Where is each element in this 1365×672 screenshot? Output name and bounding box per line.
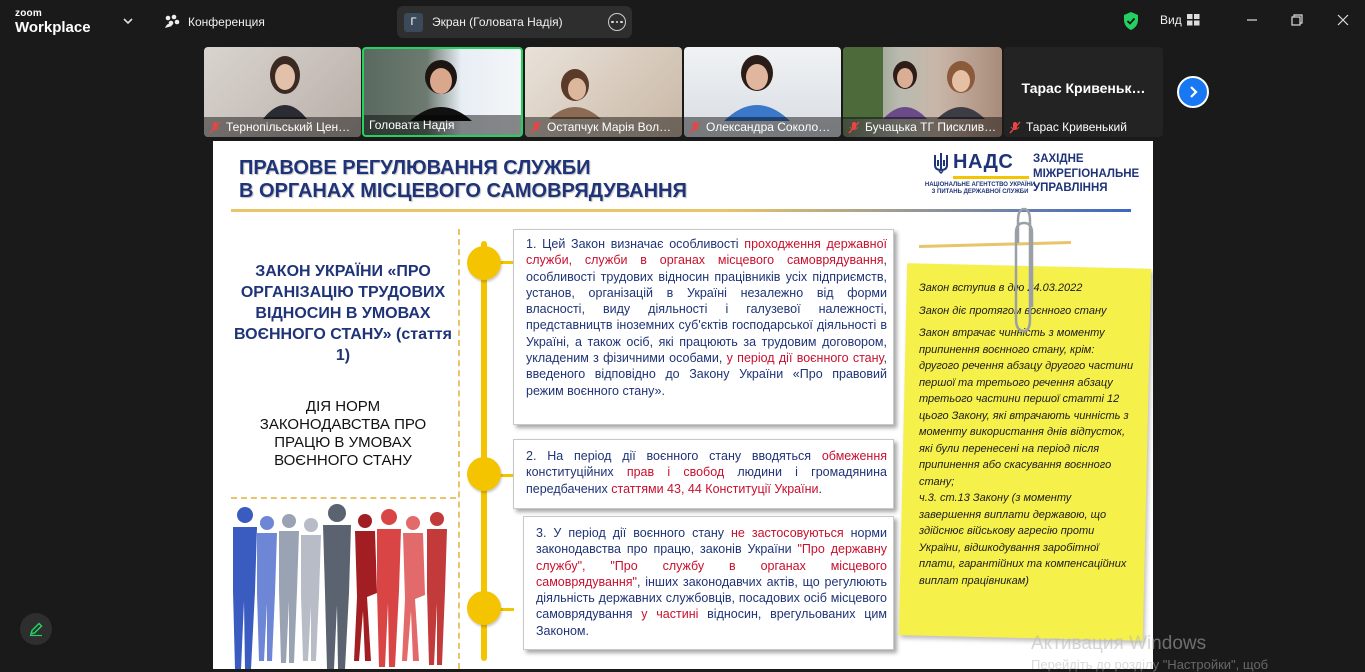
participant-tile-active-speaker[interactable] [362, 47, 523, 137]
presenter-avatar: Г [404, 13, 423, 32]
participant-video [408, 57, 474, 121]
law-title: ЗАКОН УКРАЇНИ «ПРО ОРГАНІЗАЦІЮ ТРУДОВИХ ВІДНОСИН В УМОВАХ ВОЄННОГО СТАНУ» (стаття 1) [234, 263, 452, 364]
close-icon[interactable] [1335, 12, 1351, 28]
nads-logo: НАДС НАЦІОНАЛЬНЕ АГЕНТСТВО УКРАЇНИ З ПИТАНЬ ДЕРЖАВНОЇ СЛУЖБИ [924, 151, 1036, 195]
security-shield-icon[interactable] [1122, 11, 1140, 31]
view-button[interactable] [1160, 13, 1200, 27]
participant-tile[interactable] [525, 47, 682, 137]
divider-vertical [458, 229, 460, 669]
title-bar [0, 0, 1365, 44]
slide-title: ПРАВОВЕ РЕГУЛЮВАННЯ СЛУЖБИ В ОРГАНАХ МІСЦЕВОГО САМОВРЯДУВАННЯ [239, 157, 687, 202]
participant-tile[interactable] [204, 47, 361, 137]
participant-name: Тарас Кривенький [1026, 120, 1127, 134]
next-page-button[interactable] [1177, 76, 1209, 108]
participant-name: Тернопільський Цен… [226, 120, 351, 134]
view-label: Вид [1160, 13, 1182, 27]
divider-horizontal [231, 497, 456, 499]
participant-video [259, 53, 311, 119]
participant-name: Остапчук Марія Вол… [547, 120, 672, 134]
pencil-icon [28, 621, 44, 637]
timeline-node [467, 591, 501, 625]
timeline-node [467, 457, 501, 491]
article-point-1: 1. Цей Закон визначає особливості проходження державної служби, служби в органах місцевого самоврядування, особливості трудових відносин працівників усіх підприємств, установ, організацій в Україні незалежно від форми власності, виду діяльності і галузевої належності, представництв іноземних суб'єктів господарської діяльності в Україні, а також осіб, які працюють за трудовим договором, укладеним з фізичними особами, у період дії воєнного стану, введеного відповідно до Закону України «Про правовий режим воєнного стану». [513, 229, 894, 425]
windows-activation-hint: Перейдіть до розділу "Настройки", щоб [1031, 657, 1269, 672]
annotate-button[interactable] [20, 613, 52, 645]
screen-share-indicator[interactable] [397, 6, 632, 38]
participant-video [722, 51, 792, 121]
windows-activation-watermark: Активация Windows [1031, 633, 1207, 654]
meeting-label: Конференция [188, 15, 265, 29]
people-crowd-illustration [227, 501, 457, 669]
law-subtitle: ДІЯ НОРМ ЗАКОНОДАВСТВА ПРО ПРАЦЮ В УМОВАХ ВОЄННОГО СТАНУ [259, 398, 427, 469]
people-icon [163, 14, 181, 30]
chevron-right-icon [1186, 85, 1200, 99]
mic-muted-icon [848, 121, 860, 134]
participant-display-name: Тарас Кривеньк… [1021, 80, 1146, 96]
participant-video [545, 63, 605, 119]
meeting-menu-button[interactable] [163, 13, 265, 31]
zoom-logo: zoom Workplace [15, 8, 91, 36]
restore-icon[interactable] [1289, 12, 1305, 28]
mic-muted-icon [1009, 121, 1021, 134]
mic-muted-icon [689, 121, 701, 134]
participant-tile[interactable] [843, 47, 1002, 137]
participant-tile[interactable] [684, 47, 841, 137]
mic-muted-icon [209, 121, 221, 134]
shared-screen-slide [213, 141, 1153, 669]
participant-name: Олександра Соколо… [706, 120, 831, 134]
screen-share-label: Экран (Головата Надія) [432, 15, 563, 29]
mic-muted-icon [530, 121, 542, 134]
title-underline [231, 209, 1131, 212]
participant-video [843, 47, 1002, 119]
region-label: ЗАХІДНЕ МІЖРЕГІОНАЛЬНЕ УПРАВЛІННЯ [1033, 153, 1140, 194]
chevron-down-icon[interactable] [121, 14, 135, 28]
minimize-icon[interactable] [1244, 12, 1260, 28]
grid-icon [1187, 14, 1200, 26]
article-point-3: 3. У період дії воєнного стану не застосовуються норми законодавства про працю, законів України "Про державну службу", "Про службу в органах місцевого самоврядування", інших законодавчих актів, що регулюють діяльність державних службовців, посадових осіб місцевого самоврядування у частині відносин, врегульованих цим Законом. [523, 516, 894, 650]
sticky-note-text: Закон вступив в дію 24.03.2022 Закон діє протягом воєнного стану Закон втрачає чинність з моменту припинення воєнного стану, крім: другого речення абзацу другого частини першої та третього речення абзацу третього частини першої статті 12 цього Закону, які втрачають чинність з моменту використання днів відпусток, які були перенесені на період після припинення або скасування воєнного стану; ч.3. ст.13 Закону (з моменту завершення виплати державою, що здійснює військову агресію проти України, відшкодування заробітної плати, гарантійних та компенсаційних виплат працівникам) [919, 282, 1134, 587]
participant-name: Головата Надія [369, 118, 455, 132]
participant-tile-video-off[interactable] [1004, 47, 1163, 137]
paperclip-icon [1010, 203, 1038, 337]
participant-name: Бучацька ТГ Писклив… [865, 120, 997, 134]
trident-icon [933, 152, 949, 174]
more-options-icon[interactable] [608, 13, 626, 31]
timeline-node [467, 246, 501, 280]
article-point-2: 2. На період дії воєнного стану вводяться обмеження конституційних прав і свобод людини і громадянина передбачених статтями 43, 44 Конституції України. [513, 439, 894, 509]
